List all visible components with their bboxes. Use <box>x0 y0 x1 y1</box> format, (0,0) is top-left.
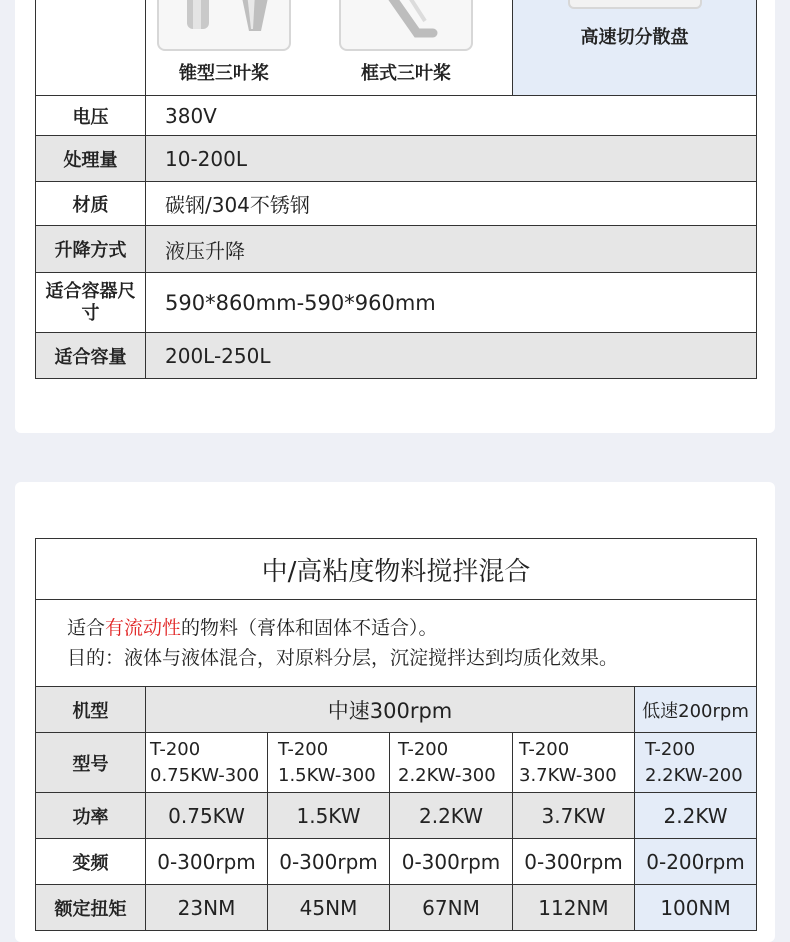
model-spec: 0.75KW-300 <box>150 764 260 786</box>
spec-table <box>35 0 757 379</box>
power-row <box>36 793 757 839</box>
desc-text: 的物料（膏体和固体不适合）。 <box>181 617 438 639</box>
speed-mid-header: 中速300rpm <box>146 687 635 733</box>
spec-card <box>15 0 775 433</box>
section-title: 中/高粘度物料搅拌混合 <box>36 539 757 600</box>
model-spec: 3.7KW-300 <box>519 764 617 786</box>
description-row <box>36 600 757 687</box>
power-cell: 2.2KW <box>390 793 513 839</box>
row-label-jixing: 机型 <box>36 687 146 733</box>
model-name: T-200 <box>398 738 449 760</box>
model-cell <box>146 733 268 793</box>
spec-row <box>36 182 757 226</box>
model-cell <box>390 733 513 793</box>
model-cell <box>268 733 390 793</box>
spec-value: 380V <box>146 96 757 136</box>
empty-header-cell <box>36 0 146 96</box>
power-cell: 0.75KW <box>146 793 268 839</box>
spec-label: 适合容量 <box>36 333 146 379</box>
spec-label <box>36 273 146 333</box>
spec-label: 处理量 <box>36 136 146 182</box>
freq-cell: 0-300rpm <box>390 839 513 885</box>
dispersing-disc-image <box>568 0 702 9</box>
spec-row <box>36 96 757 136</box>
freq-row <box>36 839 757 885</box>
power-cell: 3.7KW <box>513 793 635 839</box>
spec-label: 材质 <box>36 182 146 226</box>
speed-low-header: 低速200rpm <box>635 687 757 733</box>
spec-row <box>36 273 757 333</box>
power-cell: 1.5KW <box>268 793 390 839</box>
description-line-1 <box>67 613 756 643</box>
model-name: T-200 <box>645 738 696 760</box>
cone-impeller-icon <box>159 0 289 49</box>
speed-header-row <box>36 687 757 733</box>
freq-cell: 0-200rpm <box>635 839 757 885</box>
impeller-images-cell <box>146 0 513 96</box>
product-frame-impeller <box>326 0 486 95</box>
model-spec: 2.2KW-200 <box>645 764 743 786</box>
torque-row <box>36 885 757 931</box>
torque-cell: 67NM <box>390 885 513 931</box>
product-caption: 锥型三叶桨 <box>179 63 269 84</box>
model-card <box>15 482 775 942</box>
torque-cell: 112NM <box>513 885 635 931</box>
freq-cell: 0-300rpm <box>268 839 390 885</box>
model-spec: 2.2KW-300 <box>398 764 496 786</box>
desc-highlight: 有流动性 <box>105 617 182 639</box>
cone-impeller-image <box>157 0 291 51</box>
product-dispersing-disc <box>513 0 757 96</box>
model-name: T-200 <box>519 738 570 760</box>
spec-row <box>36 333 757 379</box>
product-image-row <box>36 0 757 96</box>
row-label-model: 型号 <box>36 733 146 793</box>
spec-label-text: 适合容器尺寸 <box>45 280 136 324</box>
model-cell <box>513 733 635 793</box>
description-cell <box>36 600 757 687</box>
row-label-torque: 额定扭矩 <box>36 885 146 931</box>
spec-value: 碳钢/304不锈钢 <box>146 182 757 226</box>
model-row <box>36 733 757 793</box>
spec-label: 电压 <box>36 96 146 136</box>
torque-cell: 23NM <box>146 885 268 931</box>
power-cell: 2.2KW <box>635 793 757 839</box>
spec-value: 10-200L <box>146 136 757 182</box>
spec-value: 200L-250L <box>146 333 757 379</box>
spec-value: 液压升降 <box>146 226 757 273</box>
product-caption: 框式三叶桨 <box>361 63 451 84</box>
spec-row <box>36 136 757 182</box>
dispersing-disc-icon <box>570 0 700 7</box>
title-row <box>36 539 757 600</box>
frame-impeller-icon <box>341 0 471 49</box>
spec-value: 590*860mm-590*960mm <box>146 273 757 333</box>
row-label-freq: 变频 <box>36 839 146 885</box>
spec-row <box>36 226 757 273</box>
freq-cell: 0-300rpm <box>146 839 268 885</box>
freq-cell: 0-300rpm <box>513 839 635 885</box>
product-cone-impeller <box>144 0 304 95</box>
frame-impeller-image <box>339 0 473 51</box>
torque-cell: 45NM <box>268 885 390 931</box>
spec-label: 升降方式 <box>36 226 146 273</box>
model-spec: 1.5KW-300 <box>278 764 376 786</box>
torque-cell: 100NM <box>635 885 757 931</box>
row-label-power: 功率 <box>36 793 146 839</box>
desc-text: 适合 <box>67 617 106 639</box>
product-caption: 高速切分散盘 <box>580 27 689 48</box>
description-line-2: 目的：液体与液体混合，对原料分层，沉淀搅拌达到均质化效果。 <box>67 647 619 669</box>
model-table <box>35 538 757 931</box>
model-cell <box>635 733 757 793</box>
model-name: T-200 <box>150 738 201 760</box>
model-name: T-200 <box>278 738 329 760</box>
